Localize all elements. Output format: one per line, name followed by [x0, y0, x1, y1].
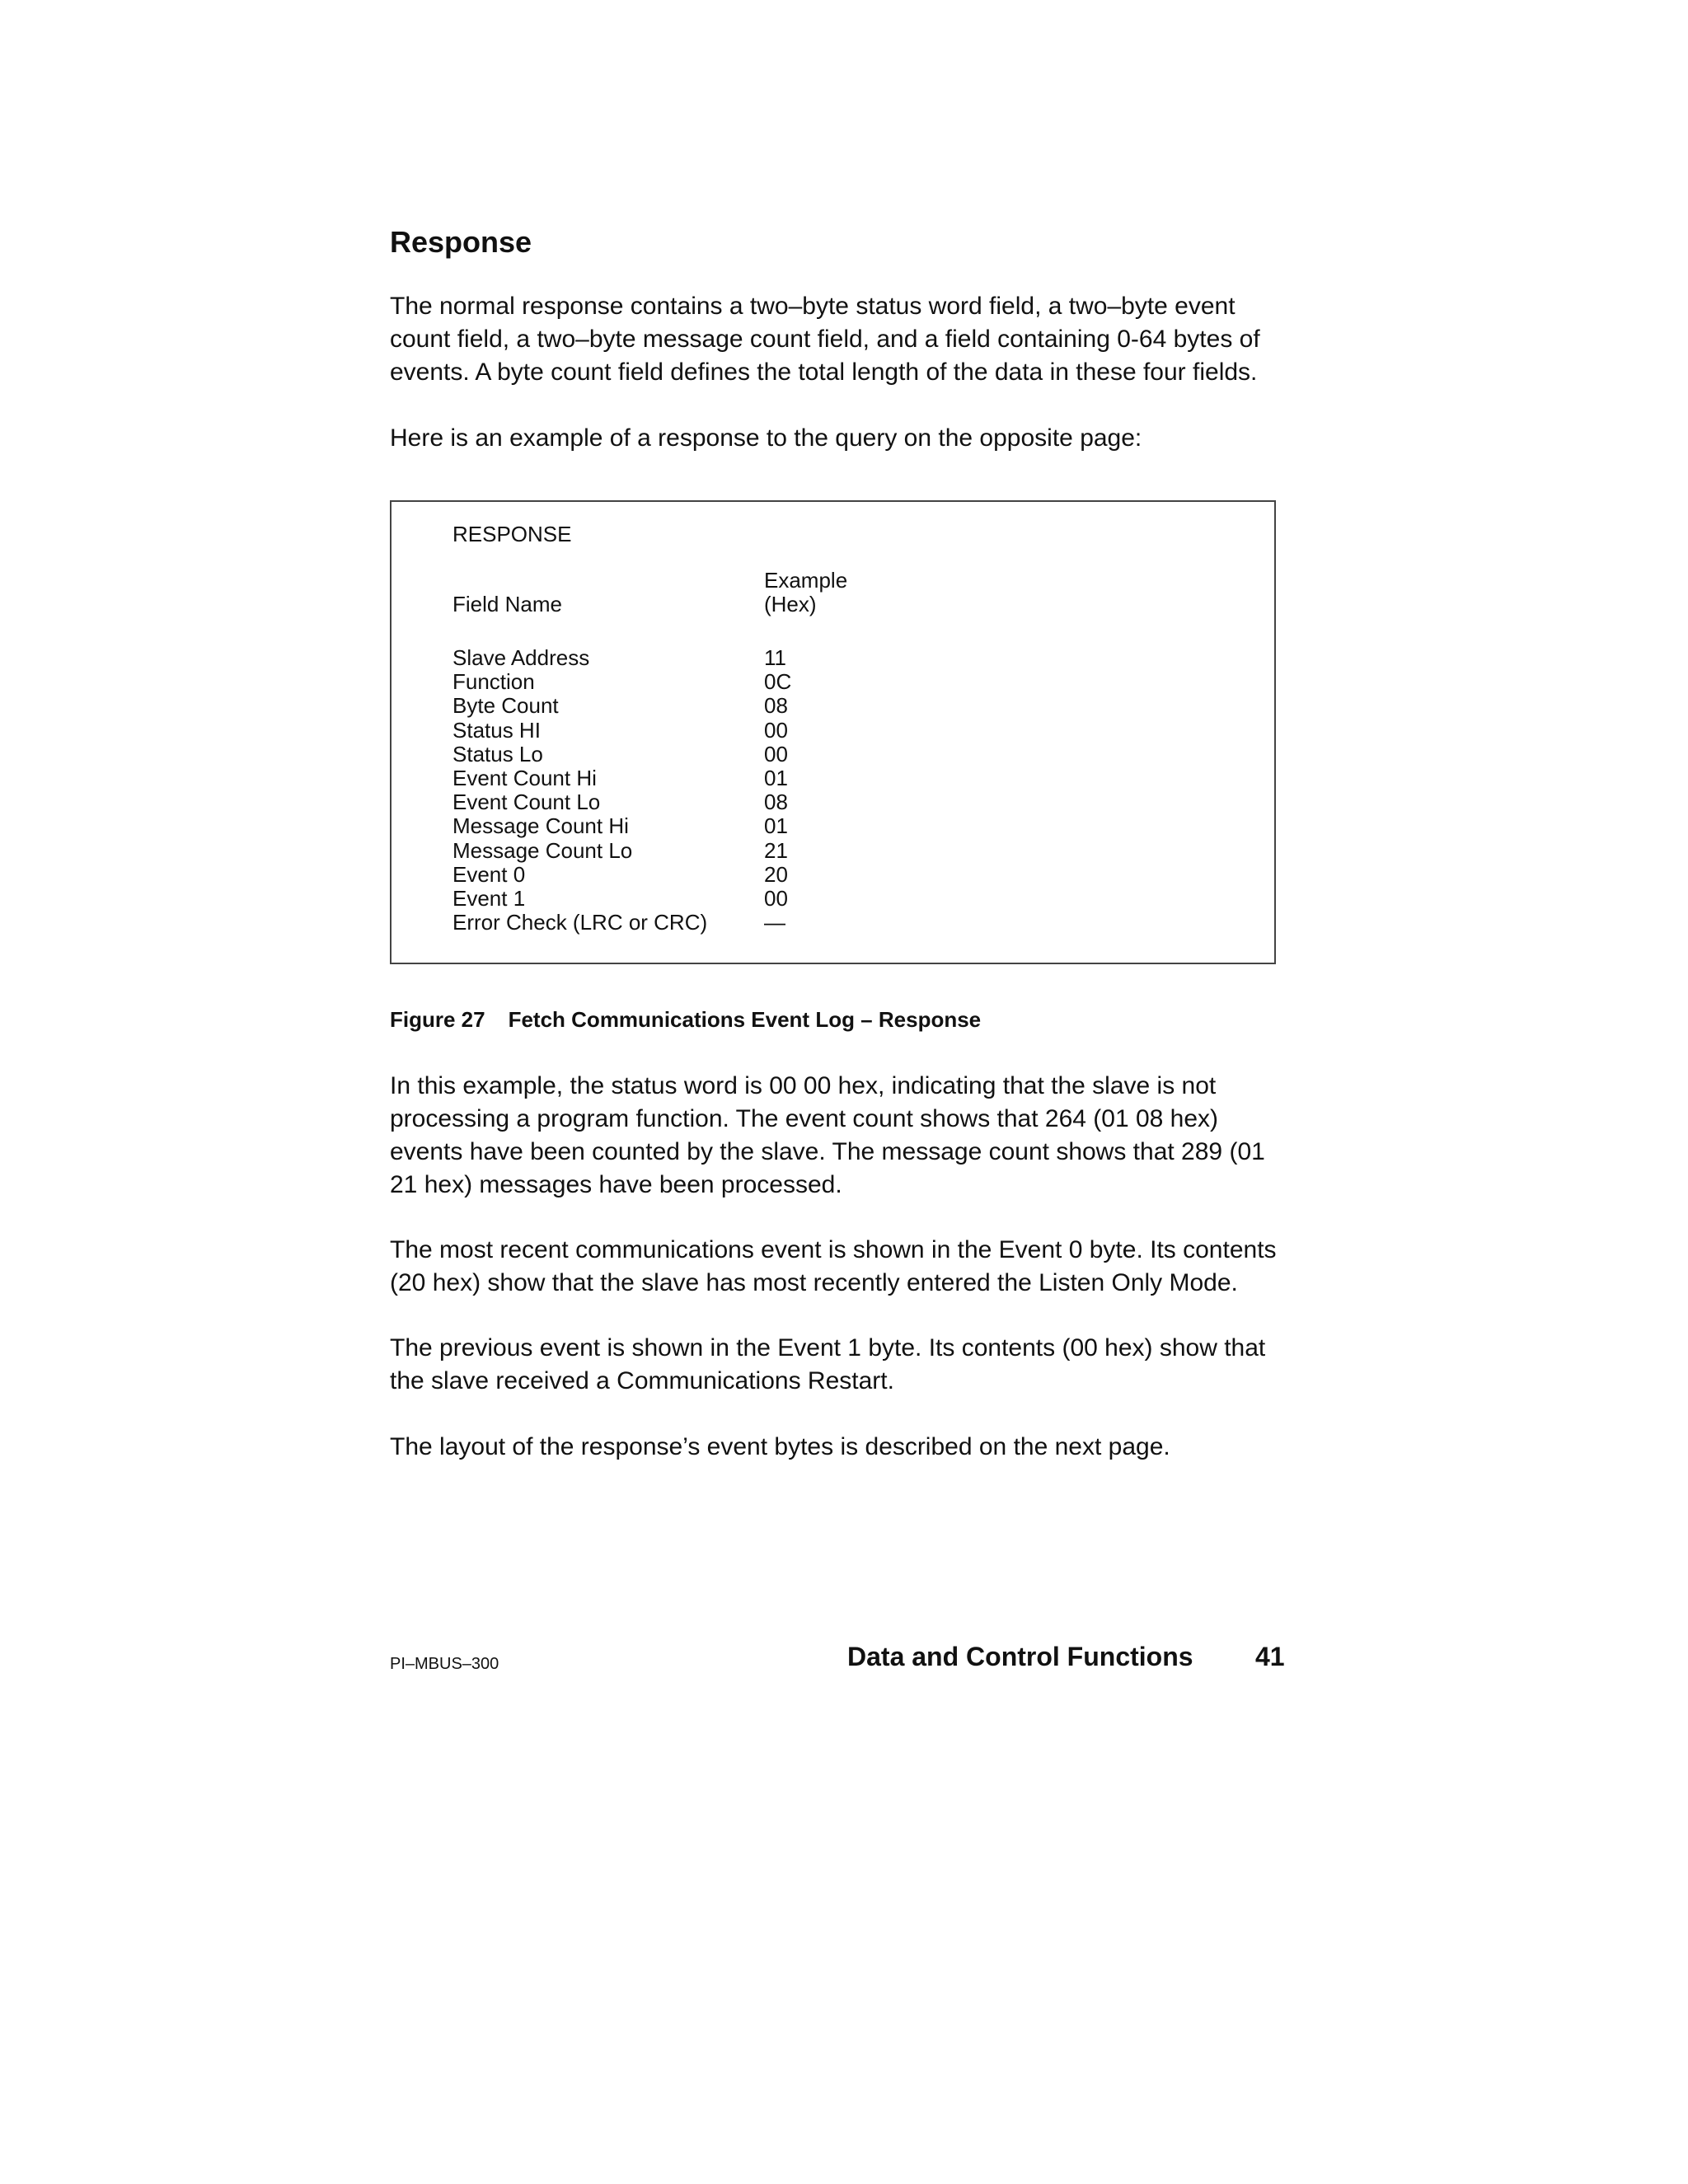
- page-number: 41: [1255, 1642, 1285, 1671]
- field-value: 11: [764, 645, 786, 670]
- value-header-line2: (Hex): [764, 592, 817, 616]
- field-name: Message Count Hi: [452, 813, 629, 839]
- field-value: 01: [764, 765, 788, 790]
- field-value: 21: [764, 837, 788, 863]
- field-name: Slave Address: [452, 645, 590, 670]
- field-value: 08: [764, 790, 788, 815]
- section-title-footer: Data and Control Functions: [847, 1642, 1193, 1671]
- field-value: 00: [764, 717, 788, 743]
- field-value: 20: [764, 861, 788, 887]
- table-row: [392, 790, 1274, 814]
- figure-label: Figure 27: [390, 1007, 485, 1032]
- table-row: [392, 887, 1274, 911]
- table-row: [392, 694, 1274, 718]
- table-row: [392, 646, 1274, 670]
- field-value: 00: [764, 885, 788, 911]
- intro-paragraph: Here is an example of a response to the query on the opposite page:: [390, 424, 1142, 452]
- field-value: 00: [764, 741, 788, 766]
- table-row: [392, 911, 1274, 935]
- body-paragraph: The previous event is shown in the Event 1 byte. Its contents (00 hex) show that the slave received a Communications Restart.: [390, 1334, 1266, 1394]
- field-name: Event Count Hi: [452, 765, 597, 790]
- table-row: [392, 766, 1274, 790]
- field-name: Status Lo: [452, 741, 543, 766]
- field-name: Message Count Lo: [452, 837, 633, 863]
- field-name: Error Check (LRC or CRC): [452, 910, 708, 935]
- field-name: Status HI: [452, 717, 541, 743]
- table-row: [392, 743, 1274, 766]
- field-value: —: [764, 910, 785, 935]
- intro-paragraph: The normal response contains a two–byte status word field, a two–byte event count field, a two–byte message count field, and a field containing 0-64 bytes of events. A byte count field defines the total length of the data in these four fields.: [390, 293, 1260, 386]
- table-row: [392, 814, 1274, 838]
- figure-box-title: RESPONSE: [452, 522, 572, 546]
- field-name: Function: [452, 669, 535, 695]
- section-heading: Response: [390, 225, 532, 259]
- document-id: PI–MBUS–300: [390, 1655, 499, 1673]
- table-row: [392, 670, 1274, 694]
- field-table: [392, 646, 1274, 935]
- response-figure-box: [390, 500, 1276, 964]
- field-name: Event Count Lo: [452, 790, 601, 815]
- field-name: Byte Count: [452, 693, 559, 719]
- body-paragraph: The layout of the response’s event bytes is described on the next page.: [390, 1433, 1170, 1460]
- figure-title: Fetch Communications Event Log – Response: [508, 1007, 982, 1032]
- figure-caption: [390, 1007, 981, 1033]
- field-name: Event 0: [452, 861, 526, 887]
- field-name: Event 1: [452, 885, 526, 911]
- table-row: [392, 863, 1274, 887]
- table-row: [392, 839, 1274, 863]
- field-header: Field Name: [452, 592, 562, 616]
- field-value: 01: [764, 813, 788, 839]
- field-value: 0C: [764, 669, 792, 695]
- value-header-line1: Example: [764, 568, 848, 593]
- field-value: 08: [764, 693, 788, 719]
- body-paragraph: The most recent communications event is shown in the Event 0 byte. Its contents (20 hex) show that the slave has most recently entered the Listen Only Mode.: [390, 1236, 1277, 1296]
- body-paragraph: In this example, the status word is 00 00 hex, indicating that the slave is not processing a program function. The event count shows that 264 (01 08 hex) events have been counted by the slave. The message count shows that 289 (01 21 hex) messages have been processed.: [390, 1072, 1265, 1198]
- table-row: [392, 719, 1274, 743]
